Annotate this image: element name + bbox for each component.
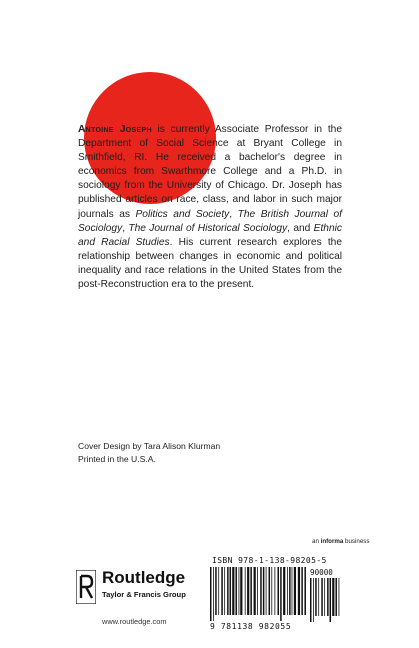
barcode-bar xyxy=(330,578,332,622)
barcode-bar xyxy=(335,578,337,616)
barcode-bar xyxy=(310,578,312,622)
barcode-bar xyxy=(250,567,252,615)
journal-historical-sociology: The Journal of Historical Sociology xyxy=(128,222,288,234)
barcode-bar xyxy=(304,567,306,615)
barcode-bar xyxy=(266,567,267,615)
bio-separator: , xyxy=(122,222,129,234)
barcode-bar xyxy=(313,578,314,622)
barcode-bar xyxy=(239,567,240,615)
barcode-bar xyxy=(245,567,246,615)
barcode-bar xyxy=(327,578,329,616)
informa-suffix: business xyxy=(343,538,370,545)
author-bio xyxy=(78,123,342,292)
barcode-bar xyxy=(294,567,296,615)
barcode-bar xyxy=(218,567,219,615)
barcode-bar xyxy=(257,567,258,615)
barcode-bar xyxy=(271,567,272,615)
barcode-bar xyxy=(232,567,234,615)
author-name: Antoine Joseph xyxy=(78,124,152,135)
bio-text-1: is currently Associate Professor in the Department of Social Science at Bryant College in Smithfield, RI. He received a bachelor's degree in economics from Swarthmore College and a Ph.D. in sociology from the University of Chicago. Dr. Joseph has published articles on race, class, and labor in such major journals as xyxy=(78,124,342,220)
bio-separator: , and xyxy=(287,222,314,234)
barcode-bar xyxy=(315,578,317,616)
barcode-bar xyxy=(269,567,271,615)
journal-politics-society: Politics and Society xyxy=(135,208,230,220)
barcode-bar xyxy=(224,567,225,615)
barcode-bar xyxy=(321,578,323,616)
publisher-group: Taylor & Francis Group xyxy=(102,590,186,599)
price-barcode-graphic xyxy=(310,578,340,622)
barcode-digits: 9 781138 982055 xyxy=(210,622,292,631)
journal-british-sociology: The British Journal of Sociology xyxy=(78,208,342,234)
routledge-logo-icon xyxy=(76,570,96,604)
isbn-label: ISBN 978-1-138-98205-5 xyxy=(212,556,327,565)
informa-prefix: an xyxy=(312,538,321,545)
barcode-bar xyxy=(274,567,275,615)
printed-in: Printed in the U.S.A. xyxy=(78,454,156,464)
barcode-bar xyxy=(240,567,242,615)
barcode-bar xyxy=(254,567,256,615)
barcode-bar xyxy=(332,578,334,616)
bio-separator: , xyxy=(229,208,238,220)
barcode-bar xyxy=(215,567,217,615)
informa-brand: informa xyxy=(320,538,344,545)
barcode-bar xyxy=(247,567,249,615)
publisher-name: Routledge xyxy=(102,568,186,587)
barcode-bar xyxy=(280,567,282,621)
price-code: 90000 xyxy=(310,568,333,577)
cover-design-credit: Cover Design by Tara Alison Klurman xyxy=(78,441,221,451)
barcode-bar xyxy=(287,567,288,615)
barcode-bar xyxy=(289,567,291,615)
barcode-bar xyxy=(210,567,212,621)
barcode-bar xyxy=(235,567,237,615)
publisher-block xyxy=(76,566,206,632)
barcode-bar xyxy=(263,567,265,615)
barcode-bar xyxy=(213,567,214,621)
barcode-bar xyxy=(298,567,300,615)
barcode-bar xyxy=(260,567,262,615)
barcode-bar xyxy=(227,567,229,615)
barcode-bar xyxy=(318,578,319,616)
barcode-block xyxy=(210,556,342,634)
barcode-graphic xyxy=(210,567,306,621)
barcode-bar xyxy=(277,567,279,615)
journal-ethnic-racial: Ethnic and Racial Studies xyxy=(78,222,342,248)
barcode-bar xyxy=(221,567,223,615)
credits xyxy=(78,440,220,466)
barcode-bar xyxy=(230,567,232,615)
barcode-bar xyxy=(292,567,293,615)
barcode-bar xyxy=(324,578,325,616)
informa-tagline xyxy=(312,538,369,545)
barcode-bar xyxy=(283,567,285,615)
barcode-bar xyxy=(301,567,303,615)
publisher-url[interactable]: www.routledge.com xyxy=(102,617,167,626)
barcode-bar xyxy=(339,578,340,616)
bio-text-2: . His current research explores the relationship between changes in economic and political inequality and race relations in the United States from the post-Reconstruction era to the present. xyxy=(78,236,342,291)
